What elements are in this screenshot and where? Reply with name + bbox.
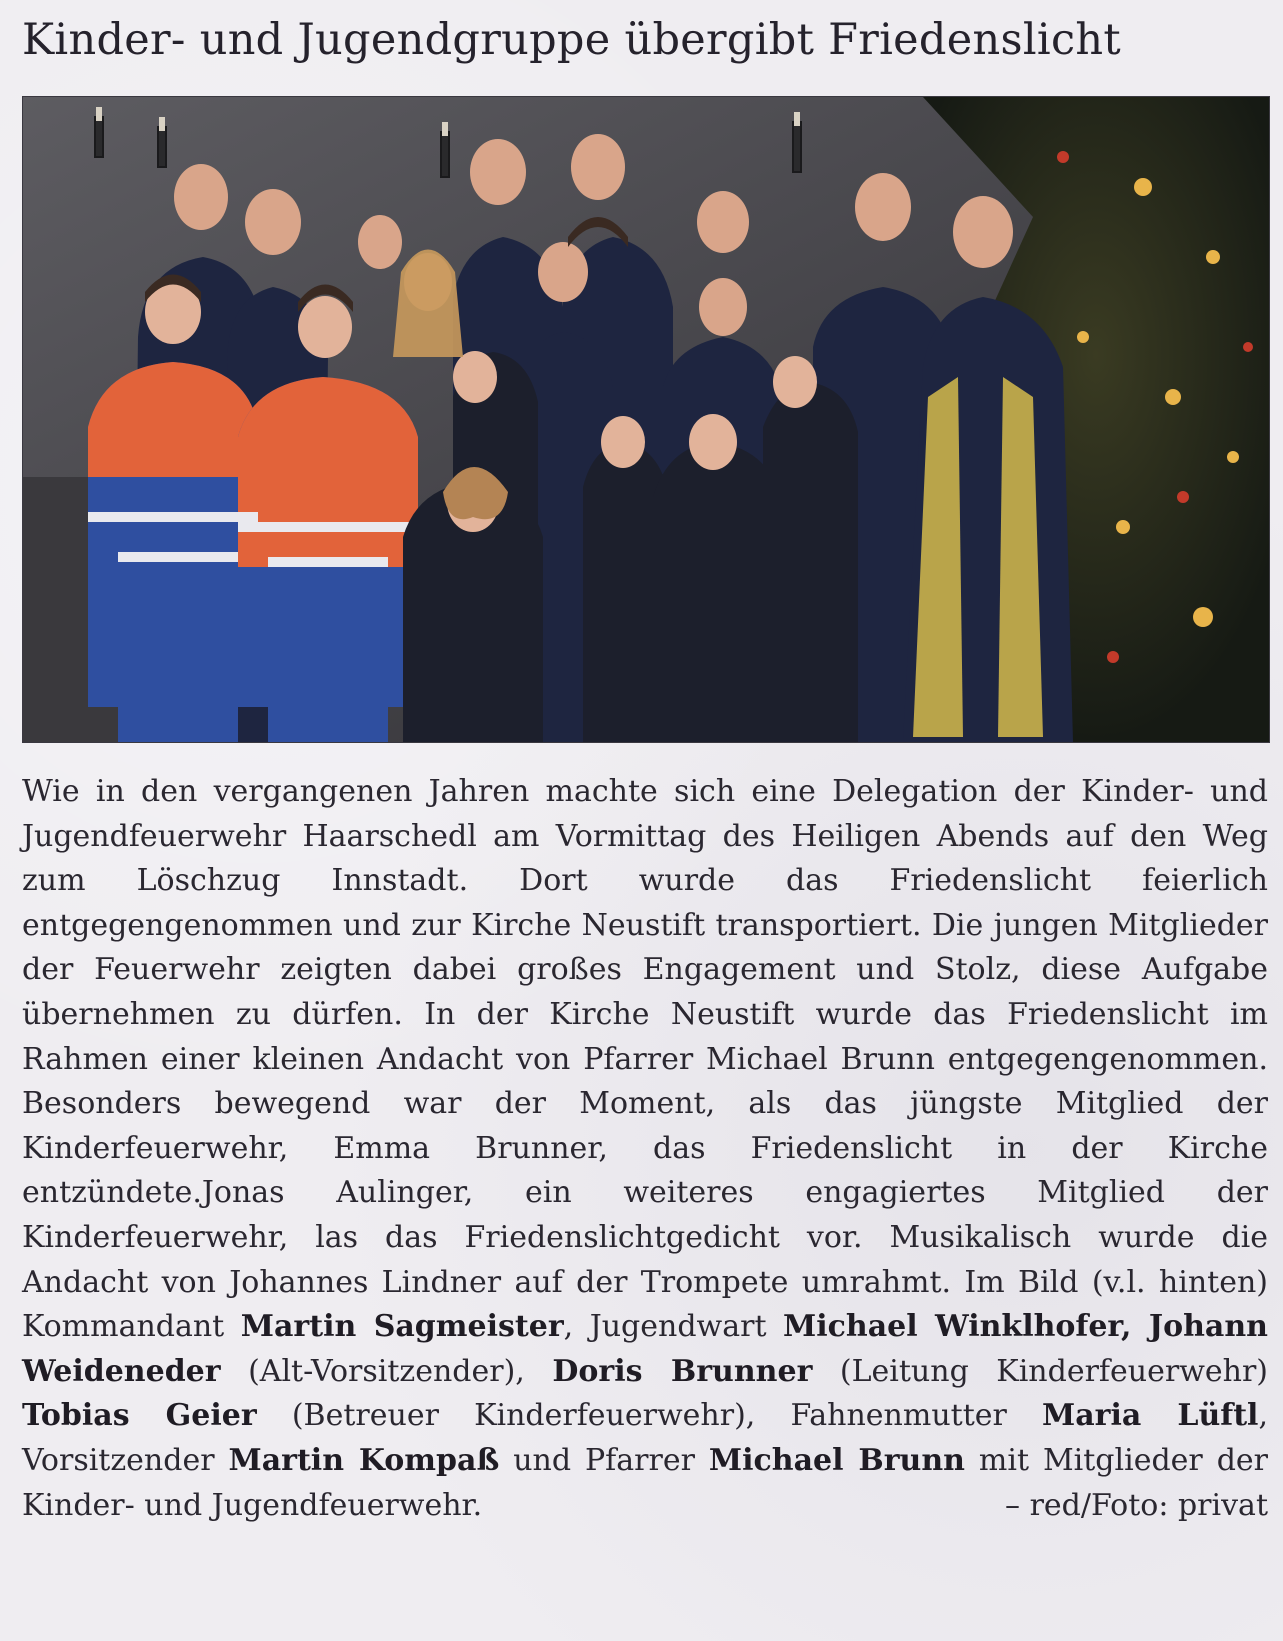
name-michael-brunn: Michael Brunn xyxy=(708,1442,965,1478)
article-text-5: , Vorsitzender xyxy=(22,1398,1268,1478)
article-photo xyxy=(22,96,1270,743)
name-maria-luftl: Maria Lüftl xyxy=(1042,1398,1259,1434)
article-headline: Kinder- und Jugendgruppe übergibt Friedenslicht xyxy=(22,15,1121,65)
article-text-3: (Leitung Kinderfeuerwehr) xyxy=(812,1353,1268,1389)
name-tobias-geier: Tobias Geier xyxy=(22,1398,257,1434)
article-body xyxy=(22,770,1268,1528)
article-body-intro: Wie in den vergangenen Jahren machte sich eine Delegation der Kinder- und Jugendfeuerwehr Haarschedl am Vormittag des Heiligen Abends auf den Weg zum Löschzug Innstadt. Dort wurde das Friedenslicht feierlich entgegengenommen und zur Kirche Neustift transportiert. Die jungen Mitglieder der Feuerwehr zeigten dabei großes Engagement und Stolz, diese Aufgabe übernehmen zu dürfen. In der Kirche Neustift wurde das Friedenslicht im Rahmen einer kleinen Andacht von Pfarrer Michael Brunn entgegengenommen. Besonders bewegend war der Moment, als das jüngste Mitglied der Kinderfeuerwehr, Emma Brunner, das Friedenslicht in der Kirche entzündete.Jonas Aulinger, ein weiteres engagiertes Mitglied der Kinderfeuerwehr, las das Friedenslichtgedicht vor. Musikalisch wurde die Andacht von Johannes Lindner auf der Trompete umrahmt. Im Bild (v.l. hinten) Kommandant xyxy=(22,774,1268,1345)
article-text-4: (Betreuer Kinderfeuerwehr), Fahnenmutter xyxy=(256,1398,1043,1434)
name-doris-brunner: Doris Brunner xyxy=(552,1353,813,1389)
article-text-7: mit Mitglieder der Kinder- und Jugendfeuerwehr. xyxy=(22,1442,1269,1523)
name-winklhofer-weideneder: Michael Winklhofer, Johann Weideneder xyxy=(22,1309,1268,1389)
group-photo-illustration xyxy=(23,97,1269,742)
article-byline: – red/Foto: privat xyxy=(1005,1487,1268,1523)
name-martin-sagmeister: Martin Sagmeister xyxy=(240,1309,564,1345)
article-text-1: , Jugendwart xyxy=(563,1309,784,1345)
article-text-2: (Alt-Vorsitzender), xyxy=(220,1353,553,1389)
article-text-6: und Pfarrer xyxy=(499,1442,709,1478)
name-martin-kompass: Martin Kompaß xyxy=(228,1442,500,1478)
